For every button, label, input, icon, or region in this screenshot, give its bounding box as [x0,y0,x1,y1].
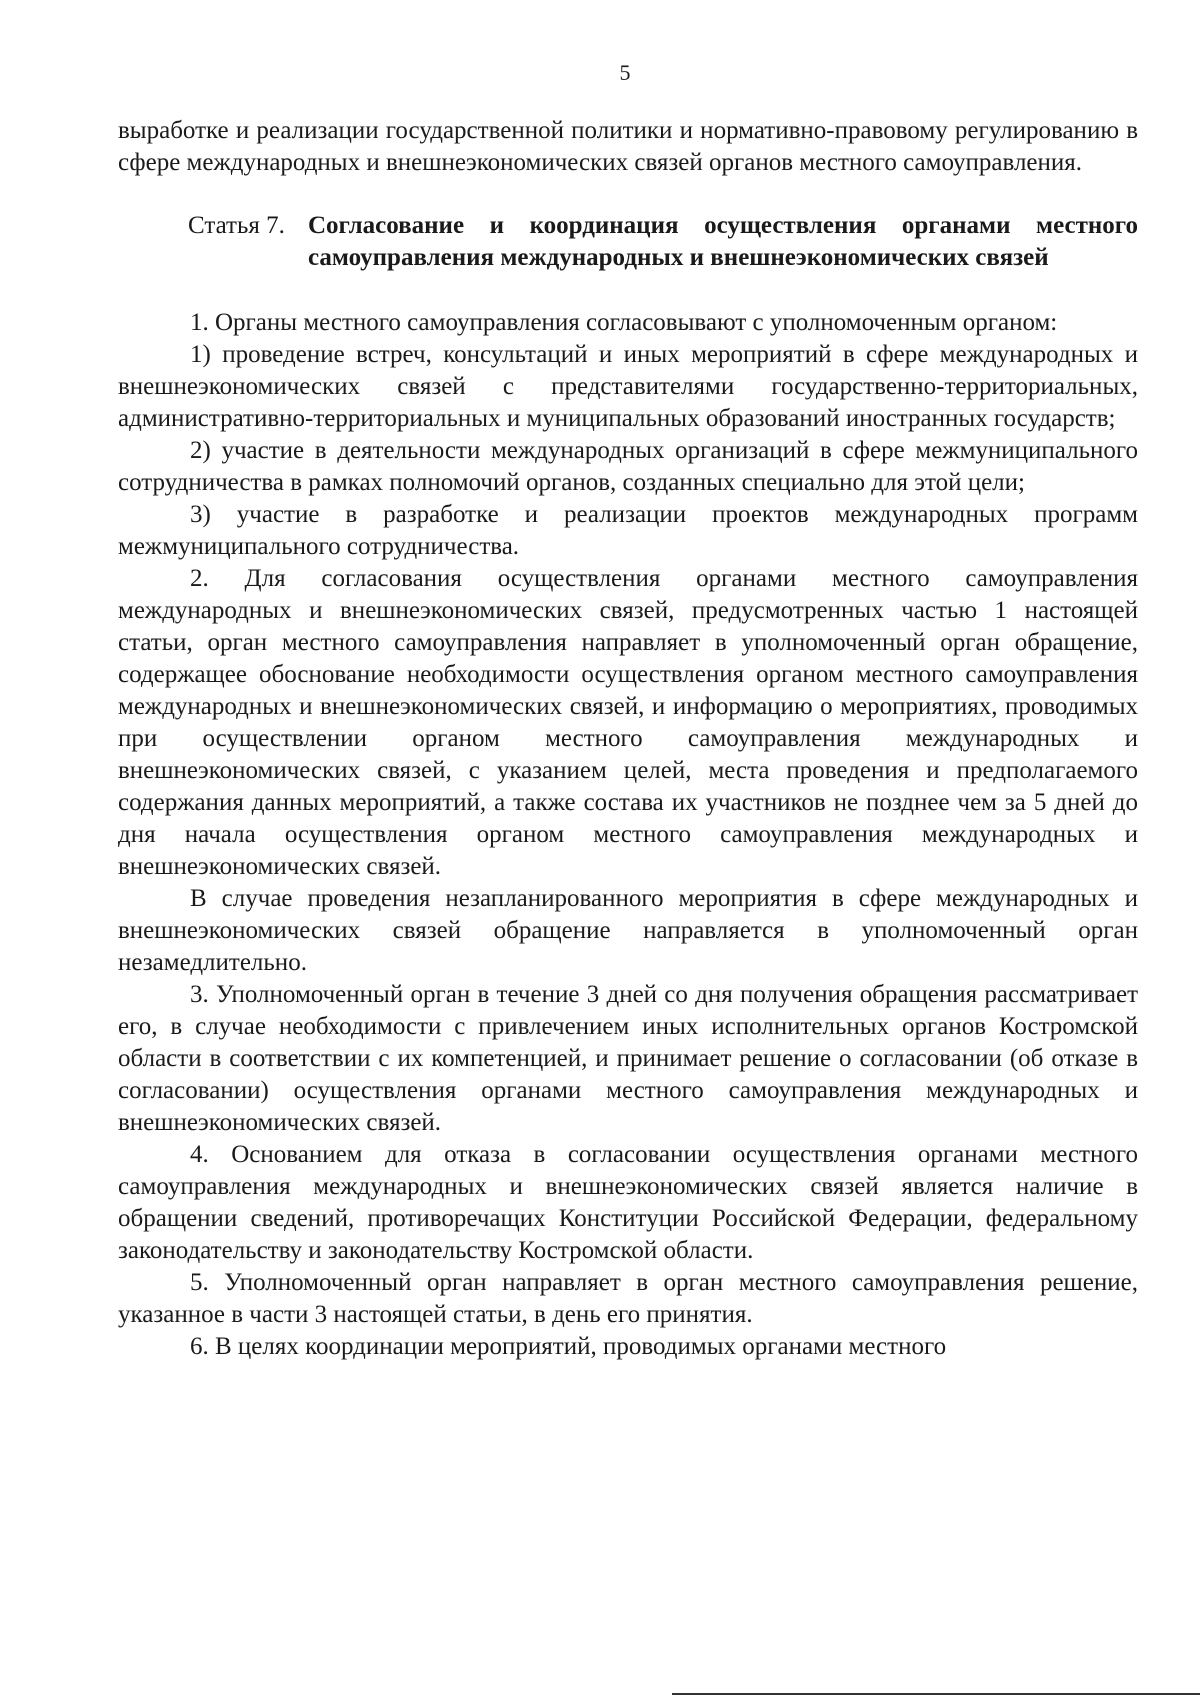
article-label: Статья 7. [188,212,285,239]
intro-paragraph: выработке и реализации государственной политики и нормативно-правовому регулированию в сфере международных и внешнеэкономических связей органов местного самоуправления. [118,117,1138,176]
paragraph-part-2: 2. Для согласования осуществления органами местного самоуправления международных и внешнеэкономических связей, предусмотренных частью 1 настоящей статьи, орган местного самоуправления направляет в уполномоченный орган обращение, содержащее обоснование необходимости осуществления органом местного самоуправления международных и внешнеэкономических связей, и информацию о мероприятиях, проводимых при осуществлении органом местного самоуправления международных и внешнеэкономических связей, с указанием целей, места проведения и предполагаемого содержания данных мероприятий, а также состава их участников не позднее чем за 5 дней до дня начала осуществления органом местного самоуправления международных и внешнеэкономических связей. [118,565,1138,880]
list-item-1: 1) проведение встреч, консультаций и иных мероприятий в сфере международных и внешнеэкономических связей с представителями государственно-территориальных, административно-территориальных и муниципальных образований иностранных государств; [118,341,1138,432]
paragraph-part-1: 1. Органы местного самоуправления согласовывают с уполномоченным органом: [190,309,1058,336]
page-number: 5 [619,60,631,85]
paragraph-part-5: 5. Уполномоченный орган направляет в орган местного самоуправления решение, указанное в части 3 настоящей статьи, в день его принятия. [118,1269,1138,1328]
paragraph-part-6: 6. В целях координации мероприятий, проводимых органами местного [190,1333,947,1360]
page-bottom-edge [672,1693,1200,1695]
article-title: Согласование и координация осуществления органами местного самоуправления международных и внешнеэкономических связей [308,212,1138,271]
article-heading [118,210,1138,274]
list-item-3: 3) участие в разработке и реализации проектов международных программ межмуниципального сотрудничества. [118,501,1138,560]
paragraph-part-3: 3. Уполномоченный орган в течение 3 дней со дня получения обращения рассматривает его, в случае необходимости с привлечением иных исполнительных органов Костромской области в соответствии с их компетенцией, и принимает решение о согласовании (об отказе в согласовании) осуществления органами местного самоуправления международных и внешнеэкономических связей. [118,981,1138,1136]
paragraph-unplanned-event: В случае проведения незапланированного мероприятия в сфере международных и внешнеэкономических связей обращение направляется в уполномоченный орган незамедлительно. [118,885,1138,976]
paragraph-part-4: 4. Основанием для отказа в согласовании осуществления органами местного самоуправления международных и внешнеэкономических связей является наличие в обращении сведений, противоречащих Конституции Российской Федерации, федеральному законодательству и законодательству Костромской области. [118,1141,1138,1264]
document-body [118,115,1138,1363]
list-item-2: 2) участие в деятельности международных организаций в сфере межмуниципального сотрудничества в рамках полномочий органов, созданных специально для этой цели; [118,437,1138,496]
